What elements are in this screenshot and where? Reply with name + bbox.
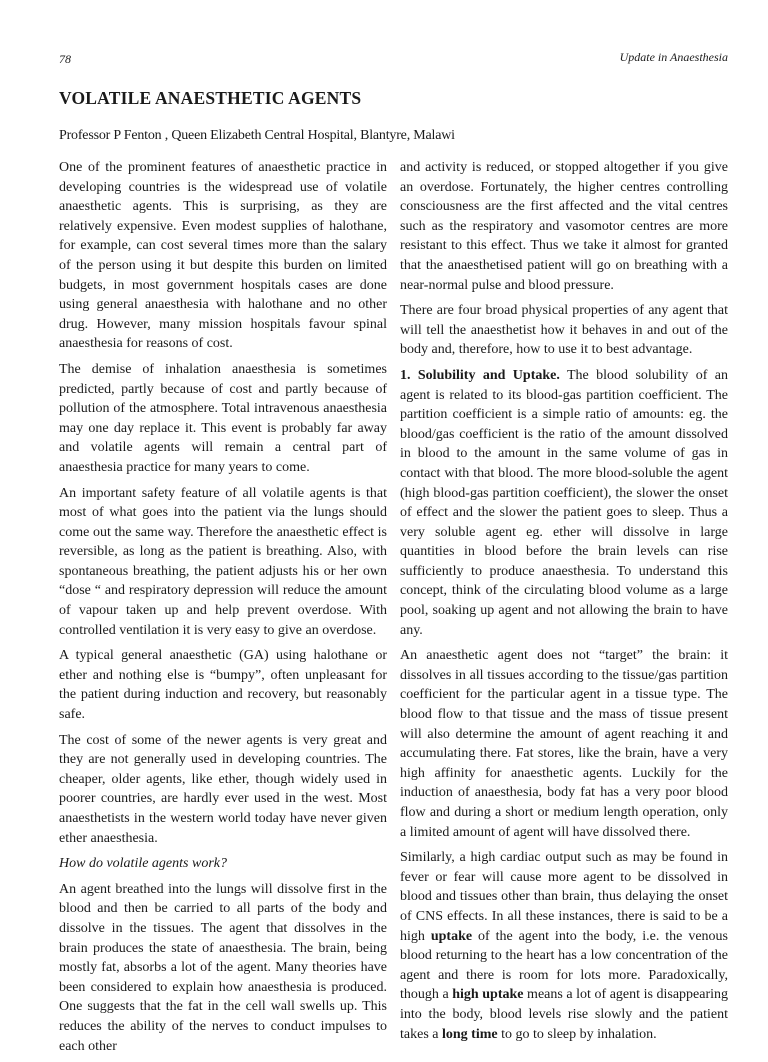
page-number: 78: [59, 52, 71, 66]
left-column: [59, 158, 387, 1062]
paragraph-text: Similarly, a high cardiac output such as may be found in fever or fear will cause more agent to be dissolved in blood and tissues other than brain, thus delaying the onset of CNS effects. In all these instances, there is said to be a high: [400, 850, 728, 944]
right-column: [400, 158, 728, 1050]
paragraph: An important safety feature of all volatile agents is that most of what goes into the patient via the lungs should come out the same way. Therefore the anaesthetic effect is reversible, as long as the patient is breathing. Also, with spontaneous breathing, the patient adjusts his or her own “dose “ and respiratory depression will reduce the amount of vapour taken up and help prevent overdose. With controlled ventilation it is very easy to give an overdose.: [59, 485, 387, 638]
paragraph: and activity is reduced, or stopped altogether if you give an overdose. Fortunately, the higher centres controlling consciousness are the first affected and the vital centres such as the respiratory and vasomotor centres are more resistant to this effect. Thus we take it almost for granted that the anaesthetised patient will go on breathing with a near-normal pulse and blood pressure.: [400, 160, 728, 293]
paragraph: [400, 366, 728, 640]
emphasis-text: uptake: [430, 928, 473, 944]
paragraph: The cost of some of the newer agents is very great and they are not generally used in developing countries. The cheaper, older agents, like ether, though widely used in poorer countries, are hardly ever used in the west. Most anaesthetists in the western world today have never given ether anaesthesia.: [59, 732, 387, 846]
paragraph: An agent breathed into the lungs will dissolve first in the blood and then be carried to all parts of the body and dissolve in the tissues. The agent that dissolves in the brain produces the state of anaesthesia. The brain, being mostly fat, absorbs a lot of the agent. Many theories have been considered to explain how anaesthesia is produced. One suggests that the fat in the cell wall swells up. This reduces the ability of the nerves to conduct impulses to each other: [59, 881, 387, 1054]
paragraph-text: means a lot of agent is disappearing into the body, blood levels rise slowly and the patient takes a: [400, 987, 729, 1042]
paragraph-text: of the agent into the body, i.e. the venous blood returning to the heart has a low concentration of the agent and there is room for lots more. Paradoxically, though a: [400, 928, 728, 1003]
emphasis-text: long time: [441, 1026, 498, 1042]
paragraph-text: to go to sleep by inhalation.: [497, 1026, 657, 1042]
paragraph: The demise of inhalation anaesthesia is sometimes predicted, partly because of cost and partly because of pollution of the atmosphere. Total intravenous anaesthesia may one day replace it. This event is probably far away and volatile agents will remain a central part of anaesthesia practice for many years to come.: [59, 361, 387, 475]
section-heading-inline: 1. Solubility and Uptake.: [400, 367, 560, 383]
paragraph: There are four broad physical properties of any agent that will tell the anaesthetist how it behaves in and out of the body and, therefore, how to use it to best advantage.: [400, 303, 728, 358]
emphasis-text: high uptake: [452, 987, 524, 1003]
paragraph: [400, 848, 728, 1044]
running-head: Update in Anaesthesia: [619, 50, 728, 64]
article-title: VOLATILE ANAESTHETIC AGENTS: [59, 88, 362, 108]
paragraph: A typical general anaesthetic (GA) using halothane or ether and nothing else is “bumpy”, often unpleasant for the patient during induction and recovery, but reasonably safe.: [59, 648, 387, 723]
section-subheading: How do volatile agents work?: [59, 856, 227, 872]
paragraph-text: The blood solubility of an agent is related to its blood-gas partition coefficient. The partition coefficient is a simple ratio of amounts: eg. the blood/gas coefficient is the ratio of the amount dissolved in blood to the amount in the same volume of gas in contact with that blood. The more blood-soluble the agent (high blood-gas partition coefficient), the slower the onset of effect and the slower the patient goes to sleep. Thus a very soluble agent eg. ether will dissolve in large quantities in blood before the brain levels can rise sufficiently to produce anaesthesia. To understand this concept, think of the circulating blood volume as a large pool, soaking up agent and not allowing the brain to have any.: [400, 367, 728, 638]
article-byline: Professor P Fenton , Queen Elizabeth Central Hospital, Blantyre, Malawi: [59, 128, 455, 143]
paragraph: An anaesthetic agent does not “target” the brain: it dissolves in all tissues according to the tissue/gas partition coefficient for the particular agent in a tissue type. The blood flow to that tissue and the mass of tissue present will also determine the amount of agent reaching it and accumulating there. Fat stores, like the brain, have a very high affinity for anaesthetic agents. Luckily for the induction of anaesthesia, body fat has a very poor blood flow and during a short or medium length operation, only a limited amount of agent will have dissolved there.: [400, 648, 728, 840]
paragraph: One of the prominent features of anaesthetic practice in developing countries is the widespread use of volatile anaesthetic agents. This is surprising, as they are relatively expensive. Even modest supplies of halothane, for example, can cost several times more than the salary of the person using it but despite this burden on limited budgets, in most government hospitals cases are done using general anaesthesia with halothane and no other drug. However, many mission hospitals favour spinal anaesthesia for reasons of cost.: [59, 160, 387, 352]
